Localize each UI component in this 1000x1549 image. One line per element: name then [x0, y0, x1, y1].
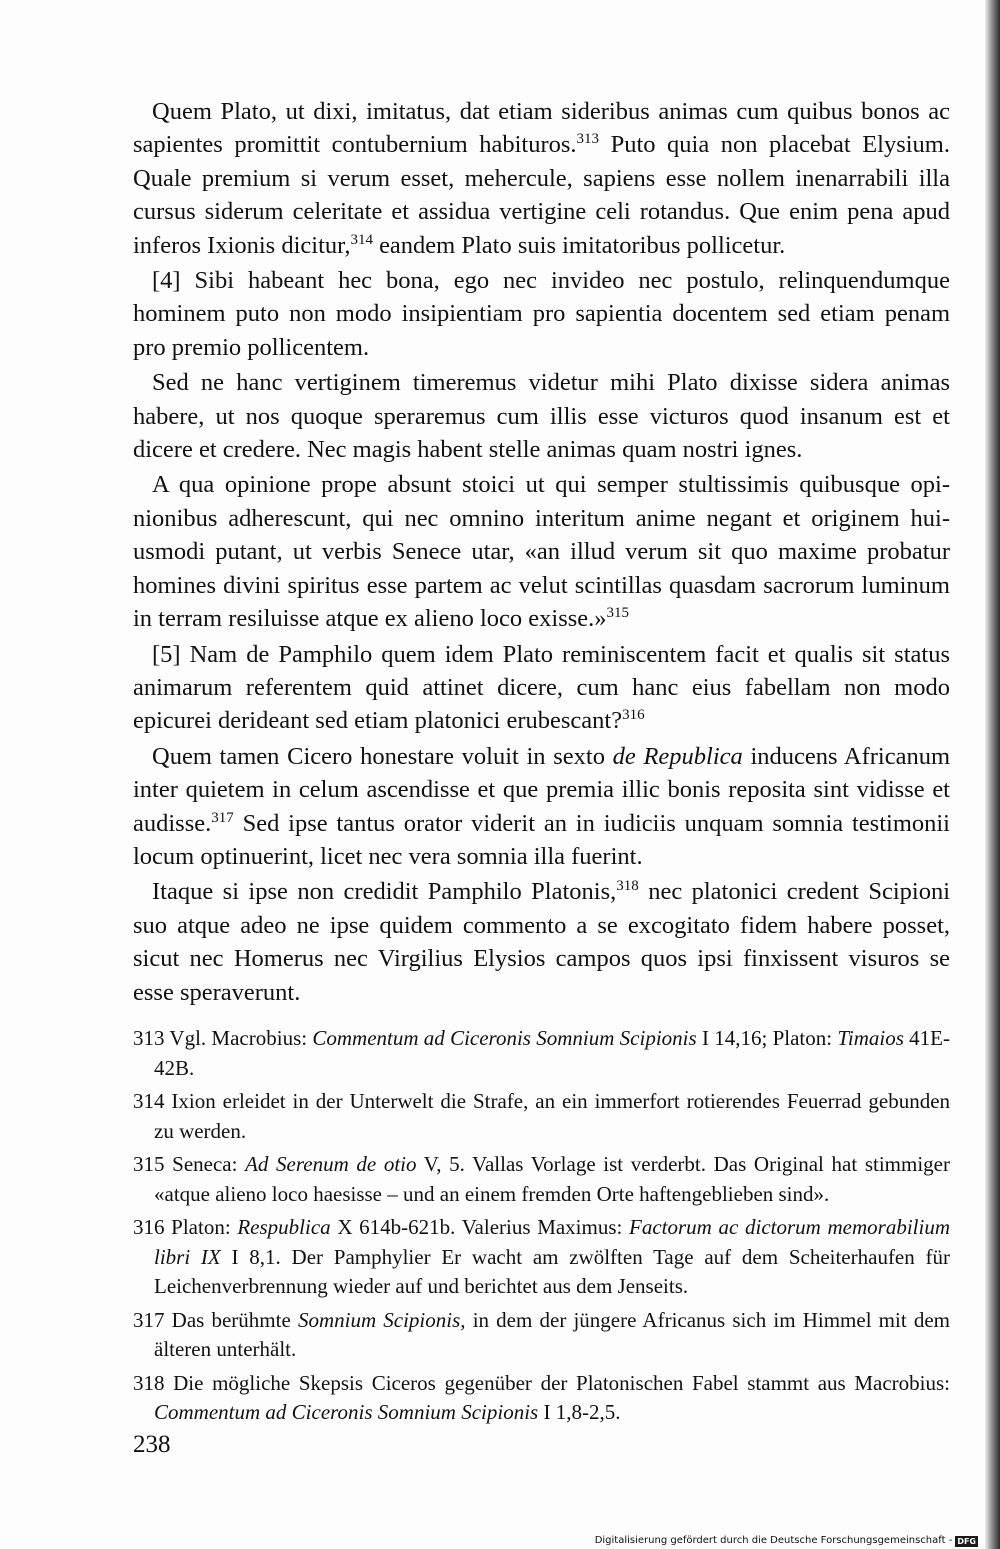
footnote-reference: 315	[606, 605, 630, 622]
text-run: Sed ipse tantus orator viderit an in iudiciis unquam somnia testimonii locum optinuerint, licet nec vera somnia illa fuerint.	[133, 809, 950, 870]
italic-title: Commentum ad Ciceronis Somnium Scipionis	[312, 1026, 697, 1050]
main-text	[133, 95, 950, 1011]
footnote-reference: 313	[576, 131, 600, 148]
page-number: 238	[133, 1431, 171, 1458]
footnote	[133, 1150, 950, 1209]
footnote-number: 318	[133, 1370, 165, 1395]
text-run: inducens Africanum inter quietem in celum ascendisse et que premia illic bonis reposita sint vidisse et audisse.	[133, 742, 951, 837]
footnote-number: 316	[133, 1215, 165, 1239]
footnote-number: 315	[133, 1152, 165, 1176]
body-paragraph	[133, 468, 950, 635]
text-run: nec platonici credent Scipioni suo atque adeo ne ipse quidem commento a se excogitato fidem habere posset, sicut nec Homerus nec Virgilius Elysios campos quos ipsi finxissent visuros se esse speraverunt.	[133, 878, 950, 1006]
text-run: Ixion erleidet in der Unterwelt die Strafe, an ein immerfort rotierendes Feuerrad gebunden zu werden.	[154, 1089, 951, 1143]
body-paragraph	[133, 875, 950, 1009]
footnote	[133, 1306, 950, 1365]
italic-title: Commentum ad Ciceronis Somnium Scipionis	[154, 1400, 539, 1424]
footnote	[133, 1213, 950, 1302]
footnote-number: 313	[133, 1026, 165, 1050]
footnote-reference: 317	[211, 809, 234, 826]
text-run: Quem tamen Cicero honestare voluit in sexto	[152, 742, 613, 770]
footnote	[133, 1087, 950, 1146]
text-run: V, 5. Vallas Vorlage ist verderbt. Das Original hat stimmiger «atque alieno loco haesisse – und an einem fremden Orte haftengeblieben sind».	[154, 1152, 950, 1206]
italic-title: de Republica	[612, 742, 743, 770]
text-run: Platon:	[171, 1215, 238, 1239]
text-run: 41E-42B.	[154, 1026, 950, 1080]
text-run: eandem Plato suis imitatoribus pollicetur.	[372, 231, 786, 259]
footnote-number: 317	[133, 1307, 165, 1332]
footnote-reference: 314	[350, 231, 373, 248]
italic-title: Factorum ac dictorum memorabilium libri IX	[154, 1215, 950, 1269]
text-run: Puto quia non placebat Elysium. Quale premium si verum esset, mehercule, sapiens esse nollem inenarrabili illa cursus siderum celeritate et assidua vertigine celi rotandus. Que enim pena apud inferos Ixionis dicitur,	[133, 131, 950, 259]
text-run: Vgl. Macrobius:	[169, 1026, 313, 1050]
body-paragraph	[133, 95, 950, 262]
text-run: Sed ne hanc vertiginem timeremus videtur mihi Plato dixisse sidera animas habere, ut nos quoque speraremus cum illis esse victuros quod insanum est et dicere et credere. Nec magis habent stelle animas quam nostri ignes.	[133, 369, 950, 464]
text-run: Die mögliche Skepsis Ciceros gegenüber der Platonischen Fabel stammt aus Macrobius:	[173, 1370, 950, 1395]
text-run: Seneca:	[172, 1152, 246, 1176]
body-paragraph	[133, 740, 950, 874]
text-run: [4] Sibi habeant hec bona, ego nec invideo nec postulo, relinquendumque hominem puto non modo insipientiam pro sapientia docentem sed etiam penam pro premio pollicentem.	[133, 267, 950, 361]
footnote-number: 314	[133, 1089, 165, 1113]
footnotes	[133, 1024, 950, 1432]
text-run: Itaque si ipse non credidit Pamphilo Platonis,	[152, 878, 617, 906]
text-run: Quem Plato, ut dixi, imitatus, dat etiam sideribus animas cum quibus bonos ac sapientes promittit contubernium habituros.	[133, 98, 950, 159]
body-paragraph	[133, 366, 950, 466]
text-run: I 1,8-2,5.	[538, 1400, 621, 1424]
italic-title: Somnium Scipionis	[297, 1307, 461, 1332]
footnote	[133, 1369, 950, 1428]
footnote-reference: 318	[616, 878, 639, 895]
credit-text: Digitalisierung gefördert durch die Deutsche Forschungsgemeinschaft -	[594, 1535, 953, 1546]
italic-title: Timaios	[837, 1026, 904, 1050]
italic-title: Ad Serenum de otio	[245, 1152, 417, 1176]
body-paragraph	[133, 264, 950, 364]
footnote	[133, 1024, 950, 1083]
italic-title: Respublica	[237, 1215, 331, 1239]
page-edge-shadow	[985, 0, 1000, 1549]
text-run: Das berühmte	[171, 1307, 298, 1332]
footnote-reference: 316	[622, 707, 645, 724]
dfg-logo: DFG	[957, 1536, 976, 1546]
text-run: I 8,1. Der Pamphylier Er wacht am zwölften Tage auf dem Scheiterhaufen für Leichenverbrennung wieder auf und berichtet aus dem Jenseits.	[154, 1244, 950, 1298]
digitization-credit	[595, 1535, 978, 1547]
text-run: X 614b-621b. Valerius Maximus:	[330, 1215, 630, 1239]
text-run: , in dem der jüngere Africanus sich im Himmel mit dem älteren unterhält.	[154, 1307, 950, 1361]
text-run: I 14,16; Platon:	[696, 1026, 838, 1050]
text-run: A qua opinione prope absunt stoici ut qui semper stultissimis quibusque opinionibus adherescunt, qui nec omnino interitum anime negant et originem huiusmodi putant, ut verbis Senece utar, «an illud verum sit quo maxime probatur homines divini spiritus esse partem ac velut scintillas quasdam sacrorum luminum in terram resiluisse atque ex alieno loco exisse.»	[133, 471, 950, 633]
body-paragraph	[133, 638, 950, 738]
text-run: [5] Nam de Pamphilo quem idem Plato reminiscentem facit et qualis sit status animarum referentem quid attinet dicere, cum hanc eius fabellam non modo epicurei derideant sed etiam platonici erubescant?	[133, 640, 950, 735]
